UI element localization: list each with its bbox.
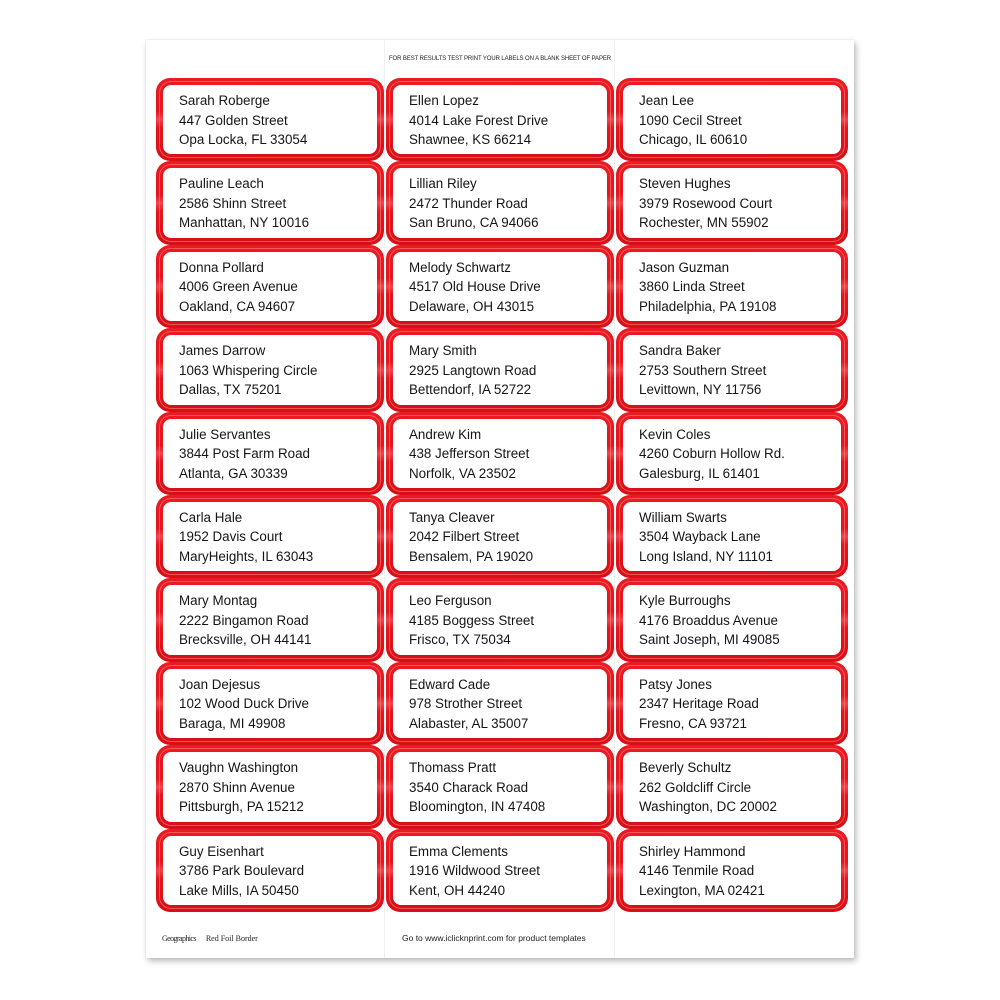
recipient-name: Mary Smith bbox=[409, 343, 477, 359]
recipient-name: Andrew Kim bbox=[409, 426, 482, 442]
city-state-zip: Bloomington, IN 47408 bbox=[409, 799, 546, 815]
city-state-zip: Bensalem, PA 19020 bbox=[409, 548, 534, 564]
address-label[interactable] bbox=[156, 829, 384, 912]
address-label-content bbox=[393, 85, 607, 154]
street-address: 2870 Shinn Avenue bbox=[179, 779, 295, 795]
address-label[interactable] bbox=[156, 662, 384, 745]
street-address: 1916 Wildwood Street bbox=[409, 863, 541, 879]
recipient-name: William Swarts bbox=[639, 509, 727, 525]
city-state-zip: Lexington, MA 02421 bbox=[639, 882, 765, 898]
address-label-content bbox=[623, 585, 841, 654]
city-state-zip: Dallas, TX 75201 bbox=[179, 382, 282, 398]
address-label[interactable] bbox=[156, 328, 384, 411]
address-label[interactable] bbox=[616, 245, 848, 328]
recipient-name: Beverly Schultz bbox=[639, 760, 732, 776]
recipient-name: Shirley Hammond bbox=[639, 843, 746, 859]
address-label[interactable] bbox=[386, 412, 614, 495]
print-instruction-note: FOR BEST RESULTS TEST PRINT YOUR LABELS ON A BLANK SHEET OF PAPER bbox=[388, 56, 612, 62]
city-state-zip: Shawnee, KS 66214 bbox=[409, 132, 532, 147]
city-state-zip: Frisco, TX 75034 bbox=[409, 632, 511, 648]
address-label-content bbox=[393, 335, 607, 404]
address-label[interactable] bbox=[386, 161, 614, 244]
address-label-content bbox=[393, 168, 607, 237]
address-label-content bbox=[163, 168, 377, 237]
street-address: 4014 Lake Forest Drive bbox=[409, 112, 549, 128]
address-label[interactable] bbox=[156, 78, 384, 161]
city-state-zip: Chicago, IL 60610 bbox=[639, 132, 748, 147]
template-link-text[interactable]: Go to www.iclicknprint.com for product templates bbox=[402, 933, 586, 943]
address-label[interactable] bbox=[386, 78, 614, 161]
address-label[interactable] bbox=[616, 829, 848, 912]
address-label-content bbox=[163, 585, 377, 654]
address-label-content bbox=[623, 836, 841, 905]
address-label[interactable] bbox=[156, 412, 384, 495]
street-address: 4185 Boggess Street bbox=[409, 612, 535, 628]
street-address: 3979 Rosewood Court bbox=[639, 195, 773, 211]
address-label-content bbox=[393, 585, 607, 654]
address-label[interactable] bbox=[156, 495, 384, 578]
street-address: 102 Wood Duck Drive bbox=[179, 696, 309, 712]
address-label[interactable] bbox=[616, 745, 848, 828]
city-state-zip: Saint Joseph, MI 49085 bbox=[639, 632, 780, 648]
recipient-name: Edward Cade bbox=[409, 676, 491, 692]
recipient-name: Steven Hughes bbox=[639, 176, 731, 192]
street-address: 2222 Bingamon Road bbox=[179, 612, 309, 628]
address-label-content bbox=[393, 419, 607, 488]
street-address: 1952 Davis Court bbox=[179, 529, 283, 545]
address-label[interactable] bbox=[156, 245, 384, 328]
street-address: 2472 Thunder Road bbox=[409, 195, 528, 211]
recipient-name: Vaughn Washington bbox=[179, 760, 299, 776]
address-label[interactable] bbox=[616, 78, 848, 161]
street-address: 4006 Green Avenue bbox=[179, 279, 298, 295]
address-label-content bbox=[623, 752, 841, 821]
address-label-content bbox=[163, 669, 377, 738]
address-label[interactable] bbox=[156, 578, 384, 661]
recipient-name: Julie Servantes bbox=[179, 426, 271, 442]
city-state-zip: Lake Mills, IA 50450 bbox=[179, 882, 299, 898]
street-address: 447 Golden Street bbox=[179, 112, 288, 128]
street-address: 2586 Shinn Street bbox=[179, 195, 287, 211]
address-label-content bbox=[163, 335, 377, 404]
recipient-name: Sandra Baker bbox=[639, 343, 721, 359]
address-label-content bbox=[623, 252, 841, 321]
recipient-name: Carla Hale bbox=[179, 509, 243, 525]
recipient-name: Lillian Riley bbox=[409, 176, 477, 192]
street-address: 4176 Broaddus Avenue bbox=[639, 612, 778, 628]
address-label[interactable] bbox=[386, 745, 614, 828]
recipient-name: Jean Lee bbox=[639, 93, 695, 108]
city-state-zip: Oakland, CA 94607 bbox=[179, 298, 296, 314]
recipient-name: Kyle Burroughs bbox=[639, 593, 731, 609]
address-label-content bbox=[393, 502, 607, 571]
address-label[interactable] bbox=[616, 412, 848, 495]
address-label[interactable] bbox=[616, 161, 848, 244]
city-state-zip: Levittown, NY 11756 bbox=[639, 382, 762, 398]
street-address: 4260 Coburn Hollow Rd. bbox=[639, 446, 785, 462]
address-label[interactable] bbox=[156, 745, 384, 828]
address-label-content bbox=[163, 252, 377, 321]
address-label[interactable] bbox=[386, 245, 614, 328]
city-state-zip: Bettendorf, IA 52722 bbox=[409, 382, 532, 398]
address-label[interactable] bbox=[386, 495, 614, 578]
address-label-content bbox=[393, 836, 607, 905]
recipient-name: James Darrow bbox=[179, 343, 266, 359]
recipient-name: Guy Eisenhart bbox=[179, 843, 264, 859]
recipient-name: Emma Clements bbox=[409, 843, 508, 859]
footer-brand-block bbox=[162, 934, 258, 943]
street-address: 438 Jefferson Street bbox=[409, 446, 530, 462]
street-address: 1063 Whispering Circle bbox=[179, 362, 318, 378]
city-state-zip: Galesburg, IL 61401 bbox=[639, 465, 760, 481]
recipient-name: Ellen Lopez bbox=[409, 93, 479, 108]
brand-logo: Geographics bbox=[162, 934, 196, 943]
city-state-zip: Washington, DC 20002 bbox=[639, 799, 777, 815]
street-address: 3504 Wayback Lane bbox=[639, 529, 761, 545]
city-state-zip: Philadelphia, PA 19108 bbox=[639, 298, 777, 314]
street-address: 3844 Post Farm Road bbox=[179, 446, 310, 462]
recipient-name: Kevin Coles bbox=[639, 426, 711, 442]
label-grid bbox=[156, 78, 846, 912]
street-address: 1090 Cecil Street bbox=[639, 112, 742, 128]
address-label-content bbox=[393, 252, 607, 321]
address-label-content bbox=[623, 168, 841, 237]
address-label[interactable] bbox=[386, 662, 614, 745]
address-label-content bbox=[623, 335, 841, 404]
recipient-name: Melody Schwartz bbox=[409, 259, 511, 275]
street-address: 4517 Old House Drive bbox=[409, 279, 541, 295]
city-state-zip: Opa Locka, FL 33054 bbox=[179, 132, 308, 147]
street-address: 262 Goldcliff Circle bbox=[639, 779, 752, 795]
city-state-zip: Delaware, OH 43015 bbox=[409, 298, 535, 314]
address-label-content bbox=[163, 419, 377, 488]
city-state-zip: Brecksville, OH 44141 bbox=[179, 632, 312, 648]
city-state-zip: Baraga, MI 49908 bbox=[179, 715, 286, 731]
address-label[interactable] bbox=[616, 578, 848, 661]
address-label-content bbox=[623, 669, 841, 738]
address-label-content bbox=[393, 669, 607, 738]
address-label[interactable] bbox=[386, 578, 614, 661]
city-state-zip: San Bruno, CA 94066 bbox=[409, 215, 539, 231]
street-address: 2042 Filbert Street bbox=[409, 529, 520, 545]
recipient-name: Leo Ferguson bbox=[409, 593, 492, 609]
city-state-zip: Pittsburgh, PA 15212 bbox=[179, 799, 304, 815]
address-label-content bbox=[623, 85, 841, 154]
recipient-name: Thomass Pratt bbox=[409, 760, 497, 776]
address-label-content bbox=[393, 752, 607, 821]
city-state-zip: Norfolk, VA 23502 bbox=[409, 465, 516, 481]
street-address: 3860 Linda Street bbox=[639, 279, 745, 295]
recipient-name: Pauline Leach bbox=[179, 176, 264, 192]
street-address: 2753 Southern Street bbox=[639, 362, 767, 378]
recipient-name: Patsy Jones bbox=[639, 676, 712, 692]
city-state-zip: Rochester, MN 55902 bbox=[639, 215, 769, 231]
address-label[interactable] bbox=[616, 495, 848, 578]
street-address: 2925 Langtown Road bbox=[409, 362, 537, 378]
city-state-zip: Alabaster, AL 35007 bbox=[409, 715, 529, 731]
recipient-name: Donna Pollard bbox=[179, 259, 264, 275]
address-label[interactable] bbox=[616, 662, 848, 745]
address-label[interactable] bbox=[156, 161, 384, 244]
address-label-content bbox=[163, 752, 377, 821]
city-state-zip: Fresno, CA 93721 bbox=[639, 715, 747, 731]
product-name: Red Foil Border bbox=[205, 934, 258, 943]
address-label-content bbox=[163, 836, 377, 905]
address-label-content bbox=[623, 419, 841, 488]
city-state-zip: Long Island, NY 11101 bbox=[639, 548, 774, 564]
street-address: 978 Strother Street bbox=[409, 696, 523, 712]
label-sheet bbox=[146, 40, 854, 958]
address-label[interactable] bbox=[386, 328, 614, 411]
address-label-content bbox=[623, 502, 841, 571]
address-label-content bbox=[163, 502, 377, 571]
address-label-content bbox=[163, 85, 377, 154]
recipient-name: Tanya Cleaver bbox=[409, 509, 495, 525]
city-state-zip: MaryHeights, IL 63043 bbox=[179, 548, 314, 564]
street-address: 2347 Heritage Road bbox=[639, 696, 759, 712]
city-state-zip: Atlanta, GA 30339 bbox=[179, 465, 288, 481]
street-address: 3786 Park Boulevard bbox=[179, 863, 305, 879]
recipient-name: Joan Dejesus bbox=[179, 676, 261, 692]
recipient-name: Mary Montag bbox=[179, 593, 258, 609]
address-label[interactable] bbox=[616, 328, 848, 411]
recipient-name: Sarah Roberge bbox=[179, 93, 270, 108]
address-label[interactable] bbox=[386, 829, 614, 912]
city-state-zip: Manhattan, NY 10016 bbox=[179, 215, 310, 231]
city-state-zip: Kent, OH 44240 bbox=[409, 882, 506, 898]
street-address: 4146 Tenmile Road bbox=[639, 863, 755, 879]
recipient-name: Jason Guzman bbox=[639, 259, 730, 275]
street-address: 3540 Charack Road bbox=[409, 779, 529, 795]
